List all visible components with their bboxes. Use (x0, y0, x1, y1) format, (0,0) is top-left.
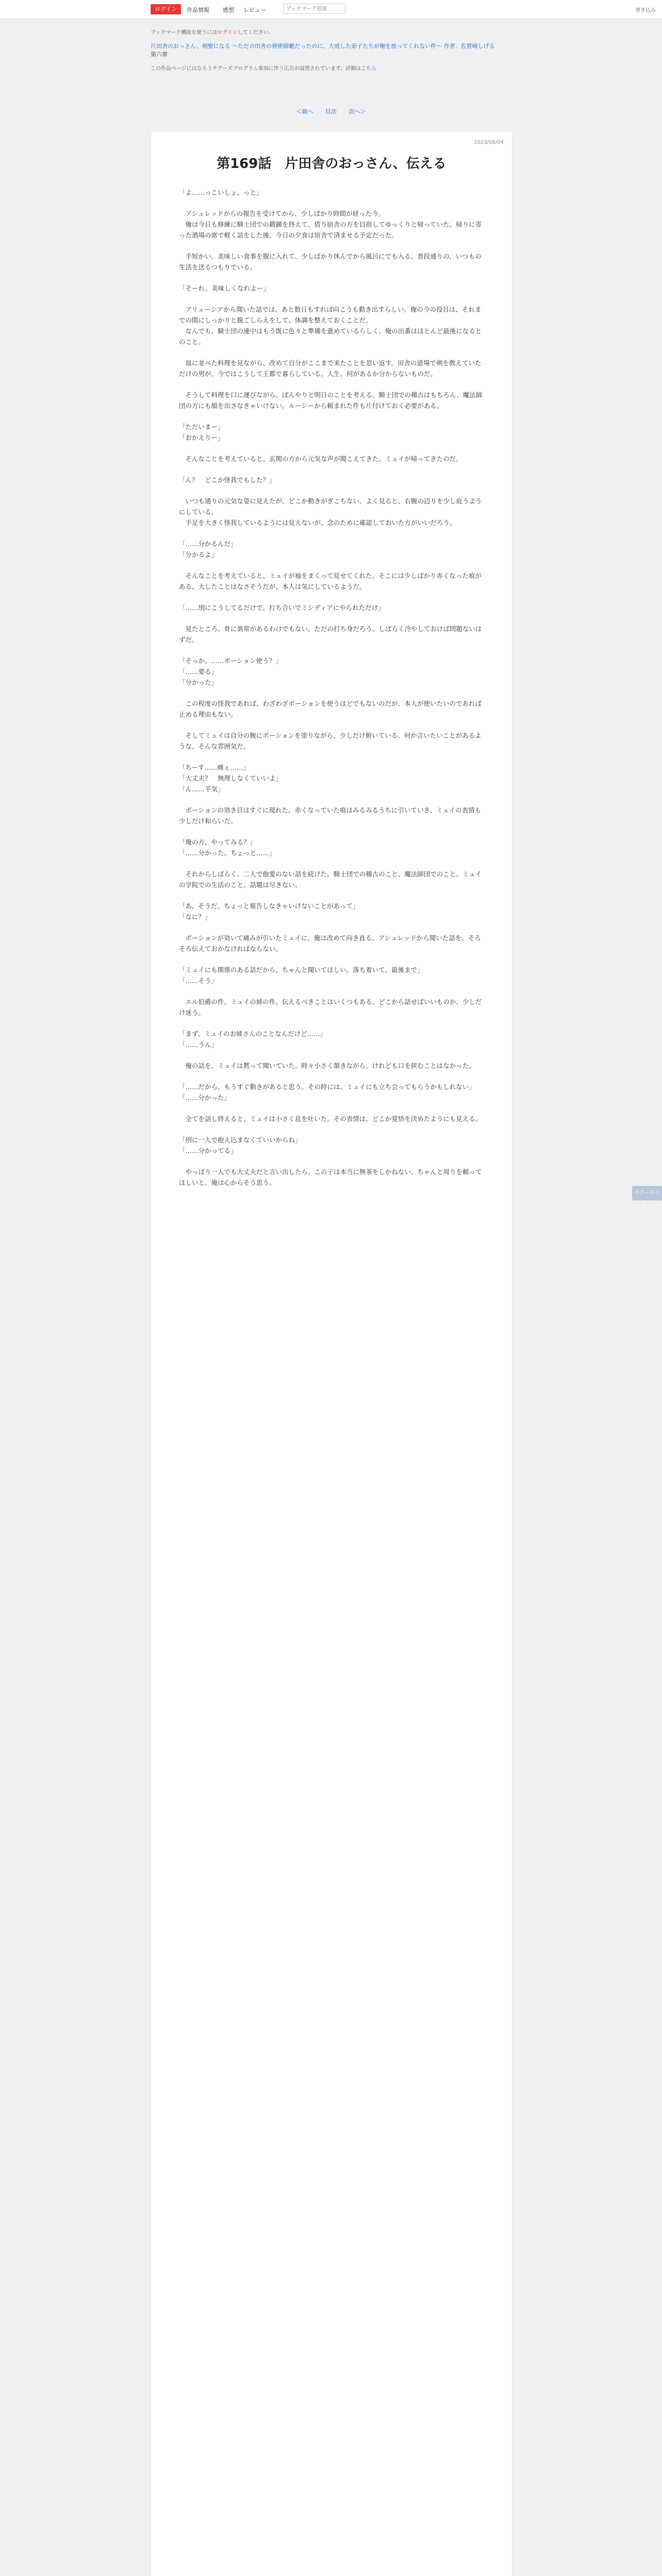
prev-link[interactable]: ＜前へ (296, 108, 313, 115)
ad-notice-text: この作品ページにはなろうチアーズプログラム参加に伴う広告が設置されています。詳細は (151, 66, 361, 72)
bookmark-note (151, 29, 511, 37)
login-button[interactable]: ログイン (151, 4, 181, 14)
bookmark-note-text: ブックマーク機能を使うには (151, 30, 218, 36)
episode-paragraph: そうして料理を口に運びながら、ぼんやりと明日のことを考える。騎士団での稽古はもちろん、魔法師団の方にも顔を出さなきゃいけない。ルーシーから頼まれた件も片付けておく必要がある。 (179, 391, 483, 410)
episode-paragraph: 俺の話を、ミュイは黙って聞いていた。時々小さく頷きながら、けれども口を挟むことはなかった。 (179, 1062, 475, 1070)
cheers-coin-tab[interactable]: チアーズコイン (632, 1186, 662, 1200)
episode-paragraph: そしてミュイは自分の腕にポーションを塗りながら、少しだけ俯いている。何か言いたいことがあるような、そんな雰囲気だ。 (179, 732, 482, 750)
episode-paragraph: 「俺の方、やってみる？」 「……分かった。ちょっと……」 (179, 838, 276, 857)
episode-paragraph: 手短かい、美味しい食事を腹に入れて、少しばかり休んでから風呂にでも入る。普段通りの、いつもの生活を送るつもりでいる。 (179, 252, 482, 271)
episode-paragraph: やっぱり一人でも大丈夫だと言い出したら、この子は本当に無茶をしかねない。ちゃんと周りを頼ってほしいと、俺は心からそう思う。 (179, 1168, 482, 1187)
episode-paragraph: 「ん？ どこか怪我でもした？」 (179, 476, 276, 484)
episode-paragraph: 「……別にこうしてるだけで、打ち合いでミシディアにやられただけ」 (179, 604, 385, 612)
episode-paragraph: 「よ……っこいしょ、っと」 (179, 189, 263, 196)
episode-paragraph: 「ちーす……痛ぇ……」 「大丈夫？ 無理しなくていいよ」 「ん……平気」 (179, 764, 283, 793)
next-link[interactable]: 次へ＞ (349, 108, 366, 115)
info-area (151, 29, 511, 73)
help-link[interactable]: 書き込み (635, 8, 656, 13)
pager-top (0, 107, 662, 115)
episode-paragraph: 「ただいまー」 「おかえりー」 (179, 423, 224, 442)
episode-paragraph: 見たところ、骨に異常があるわけでもない。ただの打ち身だろう。しばらく冷やしておけば問題ないはずだ。 (179, 625, 482, 643)
chapter-label: 第六章 (151, 51, 168, 58)
bookmark-login-link[interactable]: ログイン (217, 30, 238, 36)
series-title[interactable]: 片田舎のおっさん、剣聖になる ～ただの田舎の剣術師範だったのに、大成した弟子たちが俺を放ってくれない件～ 作者：佐賀崎しげる (151, 43, 495, 49)
episode-body (179, 187, 484, 1198)
bookmark-note-suffix: してください。 (237, 30, 274, 36)
episode-paragraph: 「……分かるんだ」 「分かるよ」 (179, 540, 237, 558)
top-header (0, 0, 662, 19)
episode-paragraph: アリューシアから聞いた話では、あと数日もすれば向こうも動き出すらしい。俺の今の役目は、それまでの間にしっかりと腹ごしらえをして、体調を整えておくことだ。 なんでも、騎士団の連中はもう既に色々と準備を進めているらしく、俺の出番はほとんど最後になるとのこと。 (179, 306, 482, 346)
episode-title: 第169話 片田舎のおっさん、伝える (217, 156, 446, 172)
episode-paragraph: 皿に並べた料理を見ながら、改めて自分がここまで来たことを思い返す。田舎の道場で剣を教えていただけの男が、今ではこうして王都で暮らしている。人生、何があるか分からないものだ。 (179, 359, 482, 378)
nav-review[interactable]: レビュー (243, 7, 266, 13)
episode-paragraph: 「そーれ、美味しくなれよー」 (179, 284, 270, 292)
episode-paragraph: それからしばらく、二人で他愛のない話を続けた。騎士団での稽古のこと、魔法師団でのこと、ミュイの学院での生活のこと。話題は尽きない。 (179, 870, 482, 889)
episode-paragraph: そんなことを考えていると、ミュイが袖をまくって見せてくれた。そこには少しばかり赤くなった痕がある。大したことはなさそうだが、本人は気にしているようだ。 (179, 572, 482, 590)
bookmark-add-input[interactable] (284, 4, 345, 14)
nav-impressions[interactable]: 感想 (223, 7, 234, 13)
ad-notice-link[interactable]: こちら (361, 66, 377, 72)
episode-paragraph: 「……だから、もうすぐ動きがあると思う。その時には、ミュイにも立ち会ってもらうかもしれない」 「……分かった」 (179, 1083, 475, 1101)
episode-paragraph: そんなことを考えていると、玄関の方から元気な声が聞こえてきた。ミュイが帰ってきたのだ。 (179, 455, 462, 463)
header-inner (151, 3, 511, 15)
episode-paragraph: アシュレッドからの報告を受けてから、少しばかり時間が経った今。 俺は今日も修練に騎士団での鍛錬を終えて、借り宿舎の方を目指してゆっくりと帰っていた。帰りに寄った酒場の席で軽く話をした後、今日の夕食は宿舎で済ませる予定だった。 (179, 210, 482, 239)
episode-paragraph: ポーションが効いて痛みが引いたミュイに、俺は改めて向き直る。アシュレッドから聞いた話を、そろそろ伝えておかなければならない。 (179, 934, 481, 953)
episode-article (151, 131, 512, 2576)
episode-paragraph: 「そっか。……ポーション使う？」 「……要る」 「分かった」 (179, 657, 282, 686)
episode-paragraph: 「あ、そうだ。ちょっと報告しなきゃいけないことがあって」 「なに？」 (179, 902, 359, 921)
nav-work-info[interactable]: 作品情報 (187, 7, 209, 13)
episode-paragraph: 「まず、ミュイのお姉さんのことなんだけど……」 「……うん」 (179, 1030, 327, 1048)
episode-paragraph: ポーションの効き目はすぐに現れた。赤くなっていた痕はみるみるうちに引いていき、ミュイの表情も少しだけ和らいだ。 (179, 806, 482, 825)
ad-notice (151, 65, 511, 73)
episode-paragraph: この程度の怪我であれば、わざわざポーションを使うほどでもないのだが、本人が使いたいのであれば止める理由もない。 (179, 700, 482, 718)
episode-paragraph: エル伯爵の件、ミュイの姉の件。伝えるべきことはいくつもある。どこから話せばいいものか、少しだけ迷う。 (179, 998, 482, 1016)
episode-date: 2023/08/04 (474, 140, 504, 145)
episode-paragraph: いつも通りの元気な姿に見えたが、どこか動きがぎこちない。よく見ると、右腕の辺りを少し庇うようにしている。 手足を大きく怪我しているようには見えないが、念のために確認しておいた方がいいだろう。 (179, 497, 482, 527)
toc-link[interactable]: 目次 (325, 108, 337, 115)
episode-paragraph: 「別に一人で抱え込まなくていいからね」 「……分かってる」 (179, 1136, 302, 1155)
episode-paragraph: 「ミュイにも関係のある話だから、ちゃんと聞いてほしい。落ち着いて、最後まで」 「……そう」 (179, 966, 424, 985)
episode-paragraph: 全てを話し終えると、ミュイは小さく息を吐いた。その表情は、どこか覚悟を決めたようにも見える。 (179, 1115, 482, 1123)
